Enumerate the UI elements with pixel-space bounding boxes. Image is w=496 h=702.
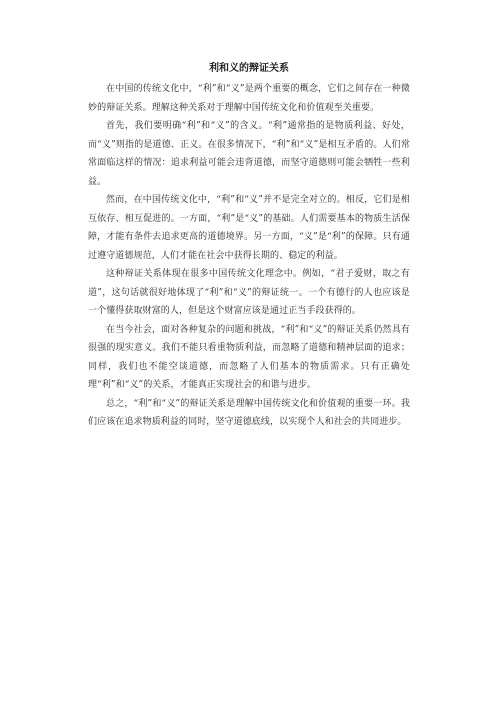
paragraph-5: 在当今社会，面对各种复杂的问题和挑战，“利”和“义”的辩证关系仍然具有很强的现实意义。我们不能只看重物质利益，而忽略了道德和精神层面的追求；同样，我们也不能空谈道德，而忽略了人们基本的物质需求。只有正确处理“利”和“义”的关系，才能真正实现社会的和谐与进步。 [88, 324, 410, 390]
paragraph-3: 然而，在中国传统文化中，“利”和“义”并不是完全对立的。相反，它们是相互依存、相互促进的。一方面，“利”是“义”的基础。人们需要基本的物质生活保障，才能有条件去追求更高的道德境界。另一方面，“义”是“利”的保障。只有通过遵守道德规范，人们才能在社会中获得长期的、稳定的利益。 [88, 195, 410, 261]
paragraph-1: 在中国的传统文化中，“利”和“义”是两个重要的概念，它们之间存在一种微妙的辩证关系。理解这种关系对于理解中国传统文化和价值观至关重要。 [88, 84, 410, 113]
paragraph-2: 首先，我们要明确“利”和“义”的含义。“利”通常指的是物质利益、好处，而“义”则指的是道德、正义。在很多情况下，“利”和“义”是相互矛盾的。人们常常面临这样的情况：追求利益可能会违背道德，而坚守道德则可能会牺牲一些利益。 [88, 121, 410, 187]
paragraph-4: 这种辩证关系体现在很多中国传统文化理念中。例如，“君子爱财，取之有道”，这句话就很好地体现了“利”和“义”的辩证统一。一个有德行的人也应该是一个懂得获取财富的人，但是这个财富应该是通过正当手段获得的。 [88, 269, 410, 316]
document-page [88, 62, 410, 432]
document-title: 利和义的辩证关系 [209, 63, 289, 74]
paragraph-6: 总之，“利”和“义”的辩证关系是理解中国传统文化和价值观的重要一环。我们应该在追求物质利益的同时，坚守道德底线，以实现个人和社会的共同进步。 [88, 398, 410, 427]
